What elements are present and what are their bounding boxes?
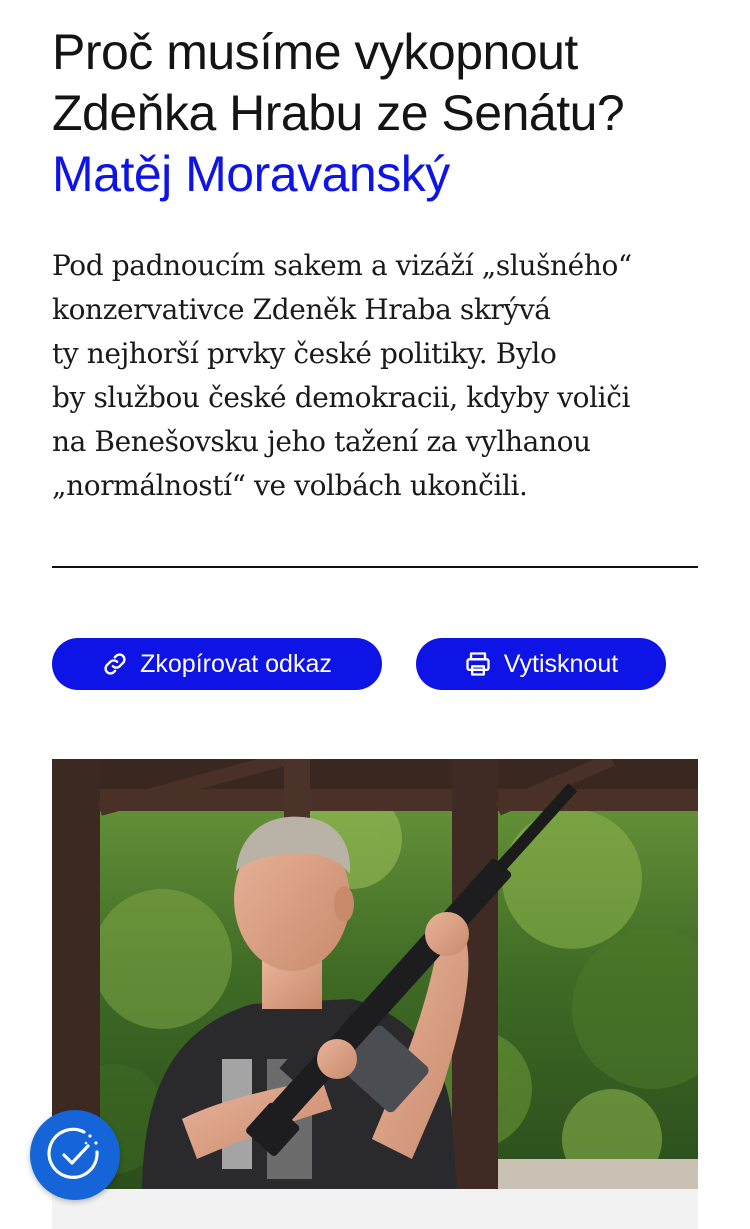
- perex-line: Pod padnoucím sakem a vizáží „slušného“: [52, 249, 632, 282]
- cookie-consent-icon: [44, 1122, 106, 1189]
- title-line-1: Proč musíme vykopnout: [52, 24, 578, 80]
- article-actions: [52, 638, 698, 690]
- article: [52, 0, 698, 678]
- article-title: [52, 0, 698, 205]
- perex-line: ty nejhorší prvky české politiky. Bylo: [52, 337, 557, 370]
- article-perex: [52, 244, 698, 508]
- print-button[interactable]: [416, 638, 666, 690]
- perex-line: by službou české demokracii, kdyby voliči: [52, 381, 631, 414]
- divider: [52, 566, 698, 568]
- link-icon: [102, 651, 128, 677]
- copy-link-label: Zkopírovat odkaz: [140, 649, 332, 678]
- printer-icon: [464, 650, 492, 678]
- cookie-consent-button[interactable]: [30, 1110, 120, 1200]
- perex-line: na Benešovsku jeho tažení za vylhanou: [52, 425, 591, 458]
- photo-caption-area: [52, 1189, 698, 1229]
- perex-line: konzervativce Zdeněk Hraba skrývá: [52, 293, 551, 326]
- copy-link-button[interactable]: [52, 638, 382, 690]
- print-label: Vytisknout: [503, 649, 619, 678]
- article-photo: [52, 759, 698, 1189]
- author-link[interactable]: Matěj Moravanský: [52, 146, 450, 202]
- title-line-2: Zdeňka Hrabu ze Senátu?: [52, 85, 625, 141]
- perex-line: „normálností“ ve volbách ukončili.: [52, 469, 528, 502]
